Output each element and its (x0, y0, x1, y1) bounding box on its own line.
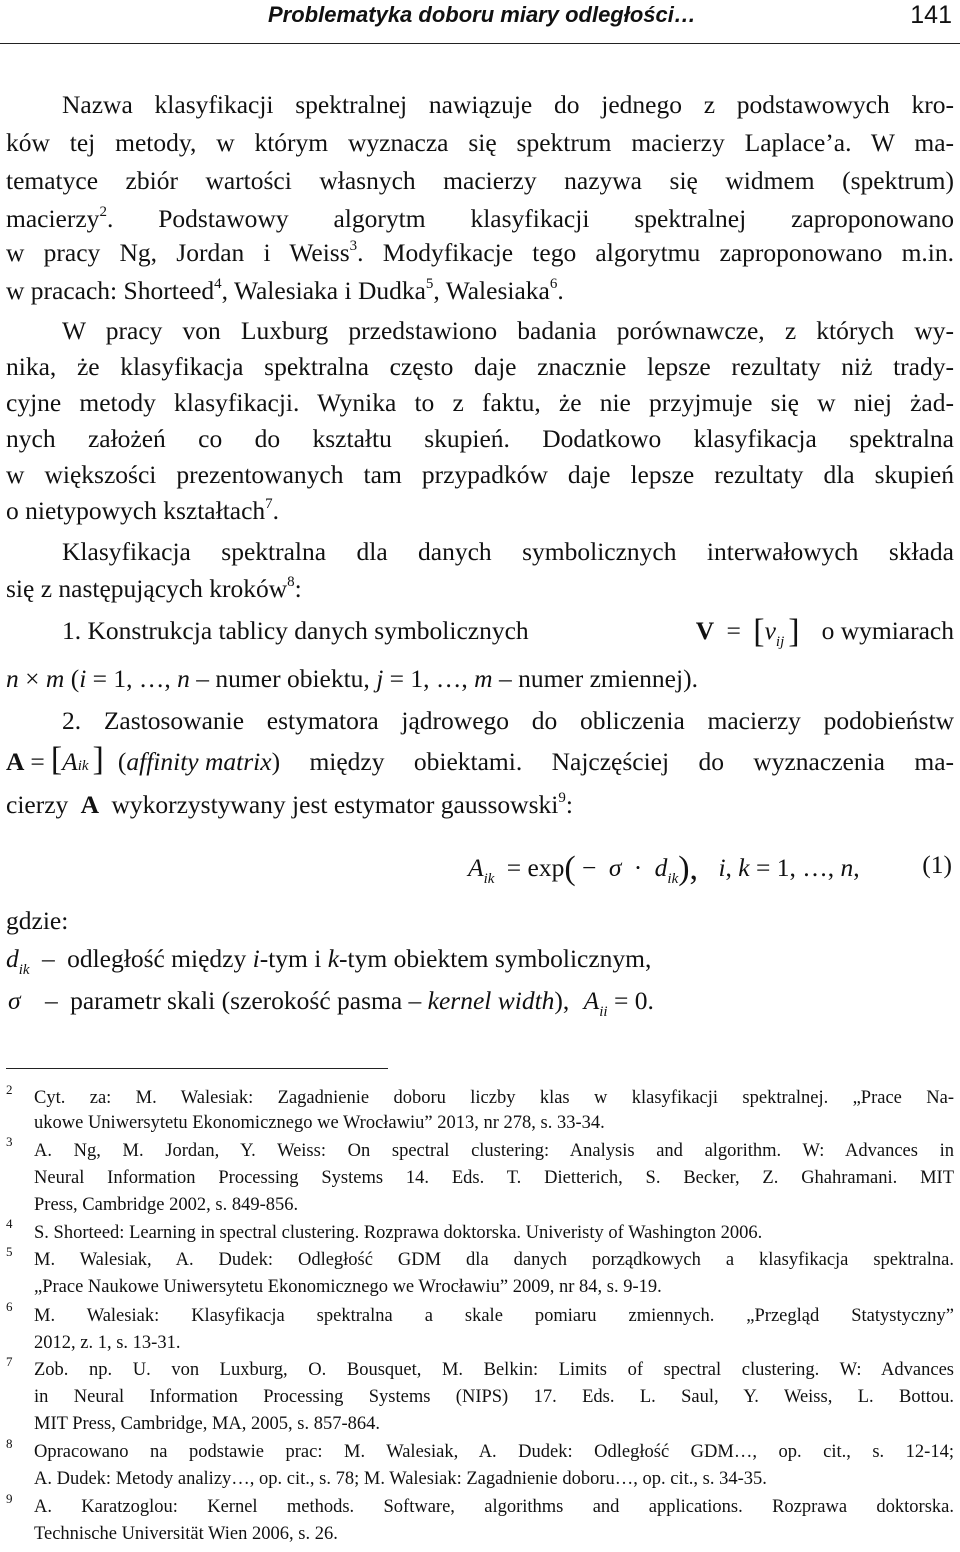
footnote-line: 2012, z. 1, s. 13-31. (34, 1333, 181, 1353)
text-span: ( (117, 747, 127, 776)
text-span: parametr skali (szerokość pasma – (70, 986, 422, 1015)
text-line (62, 613, 954, 650)
footnote-ref: 5 (425, 276, 434, 292)
footnote-number: 2 (6, 1082, 13, 1097)
text-span: macierzy (6, 204, 100, 233)
footnote-ref: 3 (349, 238, 358, 254)
math-symbol: m (45, 664, 65, 693)
math-symbol: i (79, 664, 87, 693)
math-symbol: A (80, 790, 100, 819)
math-symbol: − (582, 853, 597, 882)
text-line (6, 790, 954, 820)
text-line: gdzie: (6, 906, 69, 935)
math-symbol: n (840, 853, 854, 882)
running-title: Problematyka doboru miary odległości… (268, 2, 696, 27)
text-line: Klasyfikacja spektralna dla danych symbolicznych interwałowych składa (62, 537, 954, 566)
text-span: -tym obiektem symbolicznym, (339, 944, 652, 973)
text-span: = 0. (613, 986, 654, 1015)
math-subscript: ik (18, 962, 30, 978)
footnote-number: 9 (6, 1491, 13, 1506)
footnote-line: S. Shorteed: Learning in spectral clustering. Rozprawa doktorska. Univeristy of Washington 2006. (34, 1223, 763, 1243)
footnote-ref: 6 (549, 276, 558, 292)
math-symbol: V (695, 616, 715, 645)
footnote-line: A. Ng, M. Jordan, Y. Weiss: On spectral clustering: Analysis and algorithm. W: Advances in (34, 1141, 954, 1161)
text-span: ), (554, 986, 570, 1015)
footnote-ref: 9 (558, 790, 566, 806)
footnote-line: Cyt. za: M. Walesiak: Zagadnienie doboru liczby klas w klasyfikacji spektralnej. „Prace Na- (34, 1088, 954, 1108)
text-span: : (294, 574, 302, 603)
footnote-line: A. Karatzoglou: Kernel methods. Software, algorithms and applications. Rozprawa doktorska. (34, 1497, 954, 1517)
math-symbol: d (6, 944, 19, 973)
math-symbol: m (474, 664, 493, 693)
text-span: cierzy (6, 790, 69, 819)
math-symbol: k (738, 853, 750, 882)
text-span: odległość między (67, 944, 247, 973)
math-symbol: × (25, 664, 40, 693)
header-rule (0, 43, 960, 44)
footnote-line: M. Walesiak, A. Dudek: Odległość GDM dla danych porządkowych a klasyfikacja spektralna. (34, 1250, 954, 1270)
math-subscript: ik (483, 871, 495, 887)
math-symbol: = (30, 747, 45, 776)
text-span: -tym i (259, 944, 322, 973)
text-line: 2. Zastosowanie estymatora jądrowego do obliczenia macierzy podobieństw (62, 706, 954, 735)
footnote-line: „Prace Naukowe Uniwersytetu Ekonomicznego we Wrocławiu” 2009, nr 84, s. 9-19. (34, 1277, 662, 1297)
footnote-line: Zob. np. U. von Luxburg, O. Bousquet, M. Belkin: Limits of spectral clustering. W: Advances (34, 1360, 954, 1380)
footnote-number: 6 (6, 1299, 13, 1314)
page-number: 141 (910, 1, 952, 29)
bracket: ] (92, 741, 104, 778)
text-line (6, 944, 954, 978)
equation-1 (468, 850, 860, 888)
math-symbol: n (177, 664, 190, 693)
text-span: : (565, 790, 573, 819)
matrix-v (695, 613, 800, 650)
footnote-rule (6, 1068, 388, 1069)
text-span: . (557, 276, 564, 305)
footnote-line: Press, Cambridge 2002, s. 849-856. (34, 1195, 299, 1215)
text-span: w pracy Ng, Jordan i Weiss (6, 238, 350, 267)
text-span: kernel width (427, 986, 555, 1015)
page-header (0, 0, 960, 46)
math-symbol: A (62, 747, 78, 776)
text-span: , Walesiaka i Dudka (221, 276, 426, 305)
text-span: w pracach: Shorteed (6, 276, 215, 305)
math-symbol: = 1, …, (755, 853, 835, 882)
text-span: = 1, …, (389, 664, 468, 693)
footnote-line: MIT Press, Cambridge, MA, 2005, s. 857-864. (34, 1414, 381, 1434)
math-symbol: σ (8, 986, 21, 1015)
step-text: o wymiarach (821, 616, 954, 645)
bracket: ] (788, 613, 800, 650)
footnote-line: Opracowano na podstawie prac: M. Walesiak, A. Dudek: Odległość GDM…, op. cit., s. 12-14; (34, 1442, 954, 1462)
math-symbol: A (583, 986, 600, 1015)
footnote-line: in Neural Information Processing Systems (NIPS) 17. Eds. L. Saul, Y. Weiss, L. Bottou. (34, 1387, 954, 1407)
text-line: cyjne metody klasyfikacji. Wynika to z faktu, że nie przyjmuje się w niej żad- (6, 388, 954, 417)
footnote-line: M. Walesiak: Klasyfikacja spektralna a skale pomiaru zmiennych. „Przegląd Statystyczny” (34, 1306, 954, 1326)
text-span: = 1, …, (92, 664, 171, 693)
footnote-line: A. Dudek: Metody analizy…, op. cit., s. 78; M. Walesiak: Zagadnienie doboru…, op. cit., s. 34-35. (34, 1469, 767, 1489)
text-line: nika, że klasyfikacja spektralna często daje znacznie lepsze rezultaty niż trady- (6, 352, 954, 381)
text-span: affinity matrix (126, 747, 272, 776)
math-symbol: , (853, 853, 860, 882)
text-line (6, 986, 954, 1020)
text-span: numer obiektu, (215, 664, 370, 693)
dash: – (44, 986, 58, 1015)
bracket: ( (564, 850, 576, 887)
math-symbol: A (468, 853, 484, 882)
math-symbol: d (654, 853, 668, 882)
dash: – (196, 664, 210, 693)
text-span: . Podstawowy algorytm klasyfikacji spektralnej zaproponowano (106, 204, 954, 233)
bracket: ), (678, 850, 699, 887)
footnote-line: ukowe Uniwersytetu Ekonomicznego we Wrocławiu” 2013, nr 278, s. 33-34. (34, 1113, 605, 1133)
footnote-number: 4 (6, 1216, 13, 1231)
step-text: 1. Konstrukcja tablicy danych symbolicznych (62, 616, 529, 645)
text-line: tematyce zbiór wartości własnych macierzy nazywa się widmem (spektrum) (6, 166, 954, 195)
footnote-number: 3 (6, 1134, 13, 1149)
math-subscript: ik (77, 758, 89, 774)
footnote-number: 7 (6, 1354, 13, 1369)
text-span: wykorzystywany jest estymator gaussowski (111, 790, 559, 819)
footnote-line: Neural Information Processing Systems 14. Eds. T. Dietterich, S. Becker, Z. Ghahramani. MIT (34, 1168, 954, 1188)
text-line: nych założeń co do kształtu skupień. Dodatkowo klasyfikacja spektralna (6, 424, 954, 453)
dash: – (498, 664, 512, 693)
text-line (6, 276, 954, 306)
text-line: W pracy von Luxburg przedstawiono badania porównawcze, z których wy- (62, 316, 954, 345)
text-span: numer zmiennej). (518, 664, 698, 693)
equation-number: (1) (922, 850, 952, 879)
text-line (6, 238, 954, 268)
text-line: Nazwa klasyfikacji spektralnej nawiązuje do jednego z podstawowych kro- (62, 90, 954, 119)
footnote-number: 5 (6, 1244, 13, 1259)
text-span: . (272, 496, 280, 525)
math-symbol: , (725, 853, 732, 882)
math-symbol: v (764, 616, 776, 645)
math-symbol: = (726, 616, 741, 645)
footnote-ref: 8 (287, 574, 295, 590)
math-subscript: ij (775, 634, 785, 650)
text-span: o nietypowych kształtach (6, 496, 266, 525)
math-symbol: k (327, 944, 340, 973)
math-symbol: i (252, 944, 260, 973)
math-symbol: · (633, 853, 643, 882)
math-subscript: ii (599, 1004, 608, 1020)
text-line (6, 741, 954, 778)
footnote-number: 8 (6, 1436, 13, 1451)
math-symbol: n (6, 664, 19, 693)
text-span: , Walesiaka (433, 276, 550, 305)
text-span: . Modyfikacje tego algorytmu zaproponowano m.in. (357, 238, 954, 267)
footnote-ref: 4 (214, 276, 222, 292)
dash: – (41, 944, 55, 973)
text-line: w większości prezentowanych tam przypadków daje lepsze rezultaty dla skupień (6, 460, 954, 489)
text-span: ) między obiektami. Najczęściej do wyznaczenia ma- (271, 747, 954, 776)
text-line (6, 664, 954, 694)
math-symbol: A (6, 747, 25, 776)
math-symbol: i (718, 853, 726, 882)
text-span: się z następujących kroków (6, 574, 288, 603)
bracket: [ (753, 613, 765, 650)
text-span: ( (70, 664, 80, 693)
footnote-ref: 7 (265, 496, 273, 512)
math-subscript: ik (667, 871, 679, 887)
bracket: [ (50, 741, 63, 778)
text-line: ków tej metody, w którym wyznacza się spektrum macierzy Laplace’a. W ma- (6, 128, 954, 157)
footnote-line: Technische Universität Wien 2006, s. 26. (34, 1524, 338, 1544)
text-line (6, 496, 954, 526)
footnote-ref: 2 (99, 204, 107, 220)
text-line (6, 574, 954, 604)
math-symbol: = exp (506, 853, 565, 882)
math-symbol: j (376, 664, 384, 693)
math-symbol: σ (608, 853, 622, 882)
text-line (6, 204, 954, 234)
